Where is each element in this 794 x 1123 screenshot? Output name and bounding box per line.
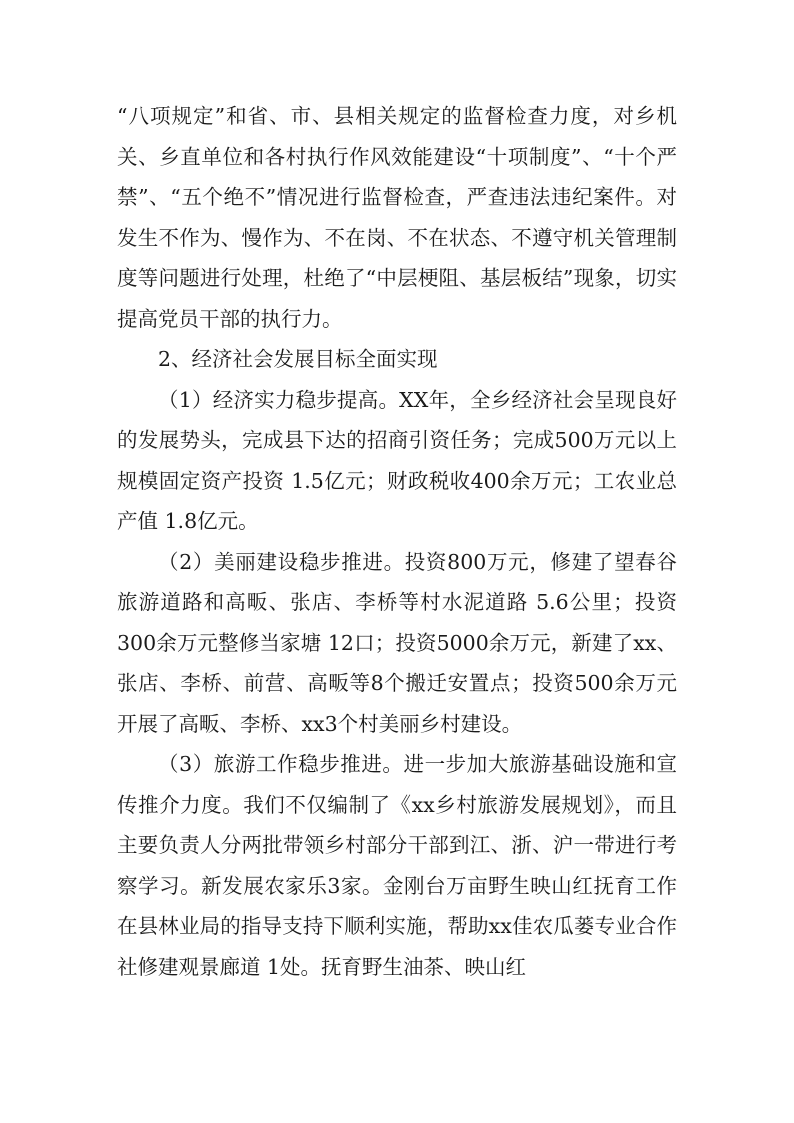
paragraph-economic-strength: （1）经济实力稳步提高。XX年，全乡经济社会呈现良好的发展势头，完成县下达的招商引资任务；完成500万元以上规模固定资产投资 1.5亿元；财政税收400余万元；工农业总产值 1.8亿元。 xyxy=(117,387,677,533)
paragraph-tourism-work: （3）旅游工作稳步推进。进一步加大旅游基础设施和宣传推介力度。我们不仅编制了《xx乡村旅游发展规划》，而且主要负责人分两批带领乡村部分干部到江、浙、沪一带进行考察学习。新发展农家乐3家。金刚台万亩野生映山红抚育工作在县林业局的指导支持下顺利实施，帮助xx佳农瓜蒌专业合作社修建观景廊道 1处。抚育野生油茶、映山红 xyxy=(117,752,677,979)
document-body xyxy=(117,96,677,987)
paragraph-beautiful-construction: （2）美丽建设稳步推进。投资800万元，修建了望春谷旅游道路和高畈、张店、李桥等村水泥道路 5.6公里；投资300余万元整修当家塘 12口；投资5000余万元，新建了xx、张店、李桥、前营、高畈等8个搬迁安置点；投资500余万元开展了高畈、李桥、xx3个村美丽乡村建设。 xyxy=(117,549,677,736)
paragraph-supervision: “八项规定”和省、市、县相关规定的监督检查力度，对乡机关、乡直单位和各村执行作风效能建设“十项制度”、“十个严禁”、“五个绝不”情况进行监督检查，严查违法违纪案件。对发生不作为、慢作为、不在岗、不在状态、不遵守机关管理制度等问题进行处理，杜绝了“中层梗阻、基层板结”现象，切实提高党员干部的执行力。 xyxy=(117,104,677,331)
section-heading-economic-goals: 2、经济社会发展目标全面实现 xyxy=(158,347,438,371)
